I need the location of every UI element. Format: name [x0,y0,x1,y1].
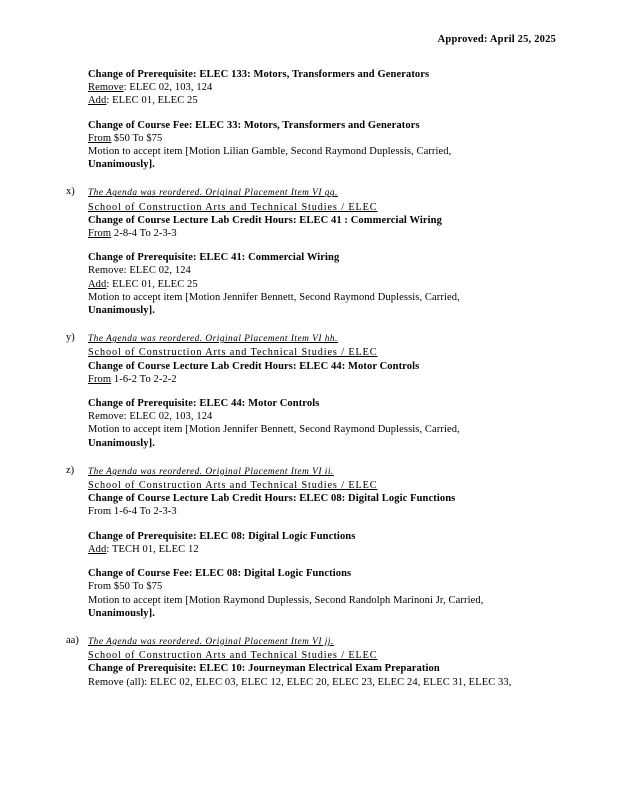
change-heading: Change of Prerequisite: ELEC 10: Journeyman Electrical Exam Preparation [88,663,440,675]
change-heading: Change of Prerequisite: ELEC 133: Motors, Transformers and Generators [88,69,430,80]
detail-label: Add [88,543,107,555]
change-heading: Change of Course Fee: ELEC 33: Motors, Transformers and Generators [88,119,420,131]
item-spacer [88,450,558,465]
school-line-text: School of Construction Arts and Technical Studies / ELEC [88,480,378,492]
school-line [88,346,558,359]
change-heading: Unanimously]. [88,607,155,619]
detail-value: : ELEC 02, 103, 124 [123,82,213,94]
change-heading: Change of Course Lecture Lab Credit Hours: ELEC 41 : Commercial Wiring [88,214,442,226]
detail-value: : TECH 01, ELEC 12 [106,543,199,555]
school-line [88,479,558,492]
agenda-item [66,634,558,704]
paragraph-spacer [88,519,558,530]
document-body [66,68,558,704]
detail-value: : ELEC 01, ELEC 25 [106,278,198,290]
reorder-note [88,635,558,649]
detail-line: From 1-6-4 To 2-3-3 [88,506,177,518]
detail-line: Motion to accept item [Motion Raymond Duplessis, Second Randolph Marinoni Jr, Carried, [88,594,484,606]
change-heading: Change of Course Lecture Lab Credit Hours: ELEC 08: Digital Logic Functions [88,493,456,505]
agenda-item-marker: z) [66,464,75,476]
paragraph-spacer [88,108,558,119]
change-heading: Unanimously]. [88,437,155,449]
detail-label: Add [88,95,107,107]
detail-line: Motion to accept item [Motion Jennifer Bennett, Second Raymond Duplessis, Carried, [88,291,460,303]
school-line-text: School of Construction Arts and Technical Studies / ELEC [88,650,378,662]
detail-line: From $50 To $75 [88,581,163,593]
paragraph-spacer [88,386,558,397]
school-line [88,649,558,662]
change-heading: Unanimously]. [88,305,155,317]
detail-line: Remove: ELEC 02, 103, 124 [88,411,213,423]
detail-line [88,132,558,145]
change-heading: Change of Course Lecture Lab Credit Hours: ELEC 44: Motor Controls [88,360,420,372]
detail-line [88,227,558,240]
paragraph-spacer [88,240,558,251]
reorder-note [88,186,558,200]
change-heading: Unanimously]. [88,159,155,171]
detail-line: Remove: ELEC 02, 124 [88,265,191,277]
detail-label: From [88,228,112,240]
detail-line [88,373,558,386]
change-heading: Change of Prerequisite: ELEC 44: Motor Controls [88,398,320,410]
reorder-note [88,465,558,479]
paragraph-spacer [88,556,558,567]
school-line-text: School of Construction Arts and Technical Studies / ELEC [88,201,378,213]
item-spacer [88,689,558,704]
item-spacer [88,620,558,635]
detail-label: From [88,132,112,144]
approved-date: Approved: April 25, 2025 [437,34,556,45]
agenda-item [66,332,558,465]
detail-line [88,278,558,291]
item-spacer [88,317,558,332]
reorder-note-text: The Agenda was reordered. Original Placement Item VI jj. [88,636,334,647]
agenda-item-marker: y) [66,332,75,344]
detail-label: Remove [88,82,124,94]
detail-line [88,94,558,107]
school-line-text: School of Construction Arts and Technical Studies / ELEC [88,347,378,359]
detail-line [88,543,558,556]
agenda-item [88,68,558,186]
detail-line [88,81,558,94]
detail-value: 1-6-2 To 2-2-2 [111,373,177,385]
reorder-note-text: The Agenda was reordered. Original Placement Item VI gg. [88,188,338,199]
agenda-item-marker: aa) [66,634,79,646]
detail-label: From [88,373,112,385]
change-heading: Change of Prerequisite: ELEC 41: Commercial Wiring [88,252,340,264]
detail-label: Add [88,278,107,290]
detail-value: $50 To $75 [111,132,163,144]
agenda-item [66,186,558,332]
reorder-note [88,332,558,346]
change-heading: Change of Course Fee: ELEC 08: Digital Logic Functions [88,568,352,580]
detail-line: Motion to accept item [Motion Jennifer Bennett, Second Raymond Duplessis, Carried, [88,424,460,436]
detail-value: 2-8-4 To 2-3-3 [111,228,177,240]
reorder-note-text: The Agenda was reordered. Original Placement Item VI hh. [88,334,338,345]
reorder-note-text: The Agenda was reordered. Original Placement Item VI ii. [88,466,334,477]
detail-value: : ELEC 01, ELEC 25 [106,95,198,107]
detail-line: Motion to accept item [Motion Lilian Gamble, Second Raymond Duplessis, Carried, [88,146,452,158]
agenda-item-marker: x) [66,186,75,198]
agenda-item [66,464,558,635]
detail-line: Remove (all): ELEC 02, ELEC 03, ELEC 12, ELEC 20, ELEC 23, ELEC 24, ELEC 31, ELEC 33, [88,676,512,688]
school-line [88,201,558,214]
change-heading: Change of Prerequisite: ELEC 08: Digital Logic Functions [88,530,356,542]
item-spacer [88,171,558,186]
